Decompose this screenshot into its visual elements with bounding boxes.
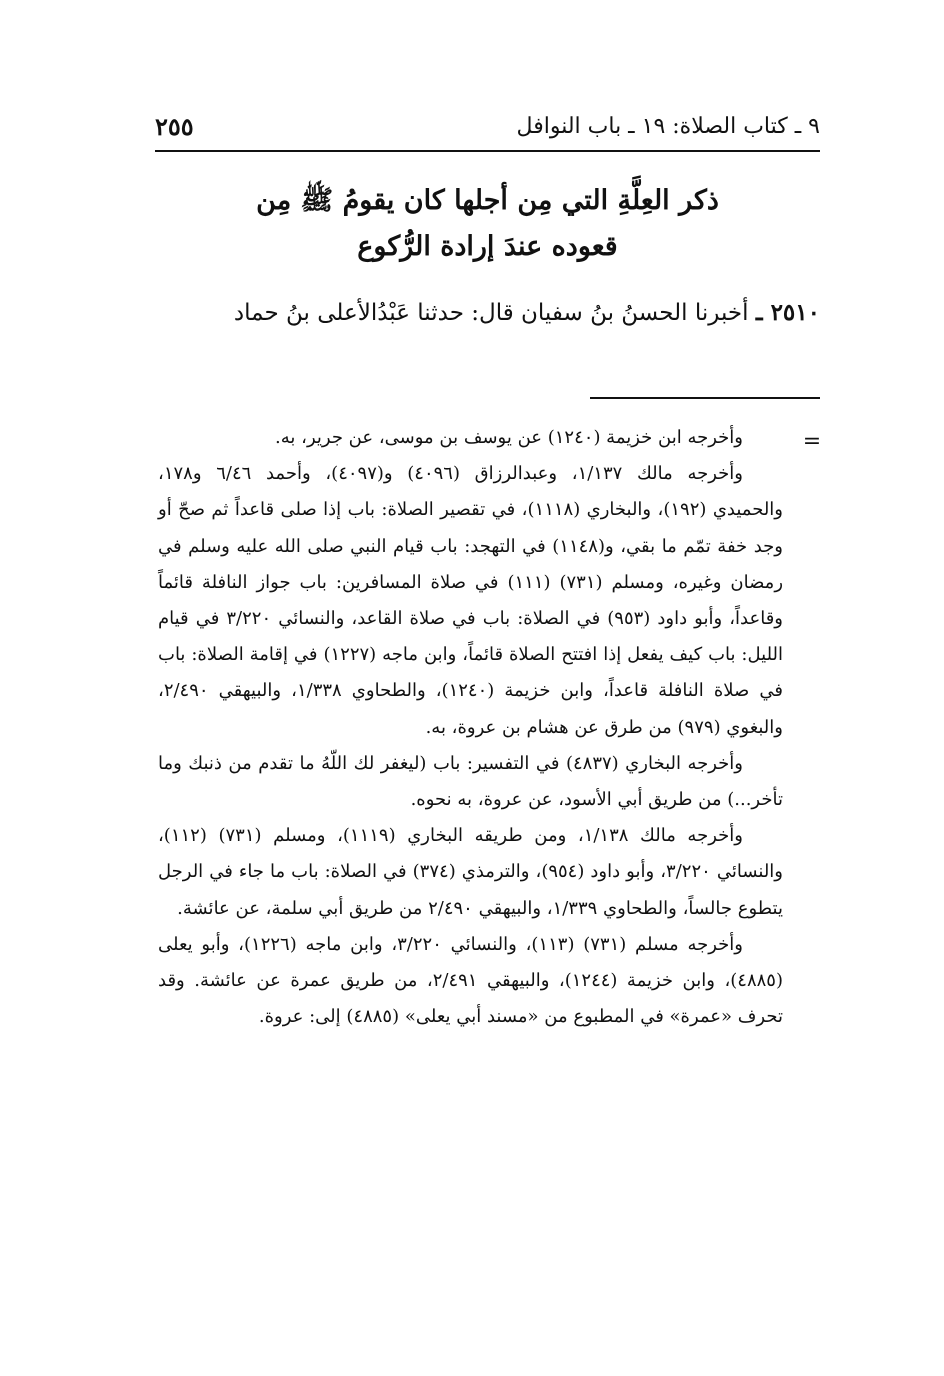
hadith-text: أخبرنا الحسنُ بنُ سفيان قال: حدثنا عَبْدُالأعلى بنُ حماد bbox=[233, 300, 749, 326]
section-title-line-1: ذكر العِلَّةِ التي مِن أجلها كان يقومُ ﷺ مِن bbox=[256, 185, 719, 216]
running-head: ٩ ـ كتاب الصلاة: ١٩ ـ باب النوافل bbox=[516, 113, 820, 139]
footnote-paragraph: وأخرجه ابن خزيمة (١٢٤٠) عن يوسف بن موسى، عن جرير، به. bbox=[275, 427, 743, 448]
footnote-paragraph: وأخرجه مالك ١/١٣٨، ومن طريقه البخاري (١١١٩)، ومسلم (٧٣١) (١١٢)، والنسائي ٣/٢٢٠، وأبو داود (٩٥٤)، والترمذي (٣٧٤) في الصلاة: باب ما جاء في الرجل يتطوع جالساً، والطحاوي ١/٣٣٩، والبيهقي ٢/٤٩٠ من طريق أبي سلمة، عن عائشة. bbox=[158, 825, 783, 919]
page-number: ٢٥٥ bbox=[155, 111, 194, 141]
header-rule bbox=[155, 150, 820, 152]
footnote-continuation-marker: = bbox=[802, 429, 822, 454]
footnote-paragraph: وأخرجه مالك ١/١٣٧، وعبدالرزاق (٤٠٩٦) و(٤٠٩٧)، وأحمد ٦/٤٦ و١٧٨، والحميدي (١٩٢)، والبخاري (١١١٨)، في تقصير الصلاة: باب إذا صلى قاعداً ثم صحّ أو وجد خفة تمّم ما بقي، و(١١٤٨) في التهجد: باب قيام النبي صلى الله عليه وسلم في رمضان وغيره، ومسلم (٧٣١) (١١١) في صلاة المسافرين: باب جواز النافلة قائماً وقاعداً، وأبو داود (٩٥٣) في الصلاة: باب في صلاة القاعد، والنسائي ٣/٢٢٠ في قيام الليل: باب كيف يفعل إذا افتتح الصلاة قائماً، وابن ماجه (١٢٢٧) في إقامة الصلاة: باب في صلاة النافلة قاعداً، وابن خزيمة (١٢٤٠)، والطحاوي ١/٣٣٨، والبيهقي ٢/٤٩٠، والبغوي (٩٧٩) من طرق عن هشام بن عروة، به. bbox=[158, 463, 784, 738]
section-title-line-2: قعوده عندَ إرادة الرُّكوع bbox=[357, 231, 618, 262]
hadith-number: ٢٥١٠ ـ bbox=[755, 299, 820, 326]
hadith-line bbox=[155, 296, 820, 330]
section-title bbox=[155, 178, 820, 270]
footnote-separator bbox=[590, 397, 820, 399]
page-header bbox=[155, 104, 820, 148]
footnote-paragraph: وأخرجه مسلم (٧٣١) (١١٣)، والنسائي ٣/٢٢٠، وابن ماجه (١٢٢٦)، وأبو يعلى (٤٨٨٥)، وابن خزيمة (١٢٤٤)، والبيهقي ٢/٤٩١، من طريق عمرة عن عائشة. وقد تحرف «عمرة» في المطبوع من «مسند أبي يعلى» (٤٨٨٥) إلى: عروة. bbox=[158, 933, 783, 1028]
footnote-paragraph: وأخرجه البخاري (٤٨٣٧) في التفسير: باب (ليغفر لك اللّهُ ما تقدم من ذنبك وما تأخر...) من طريق أبي الأسود، عن عروة، به نحوه. bbox=[158, 752, 783, 811]
footnotes bbox=[158, 420, 783, 1035]
